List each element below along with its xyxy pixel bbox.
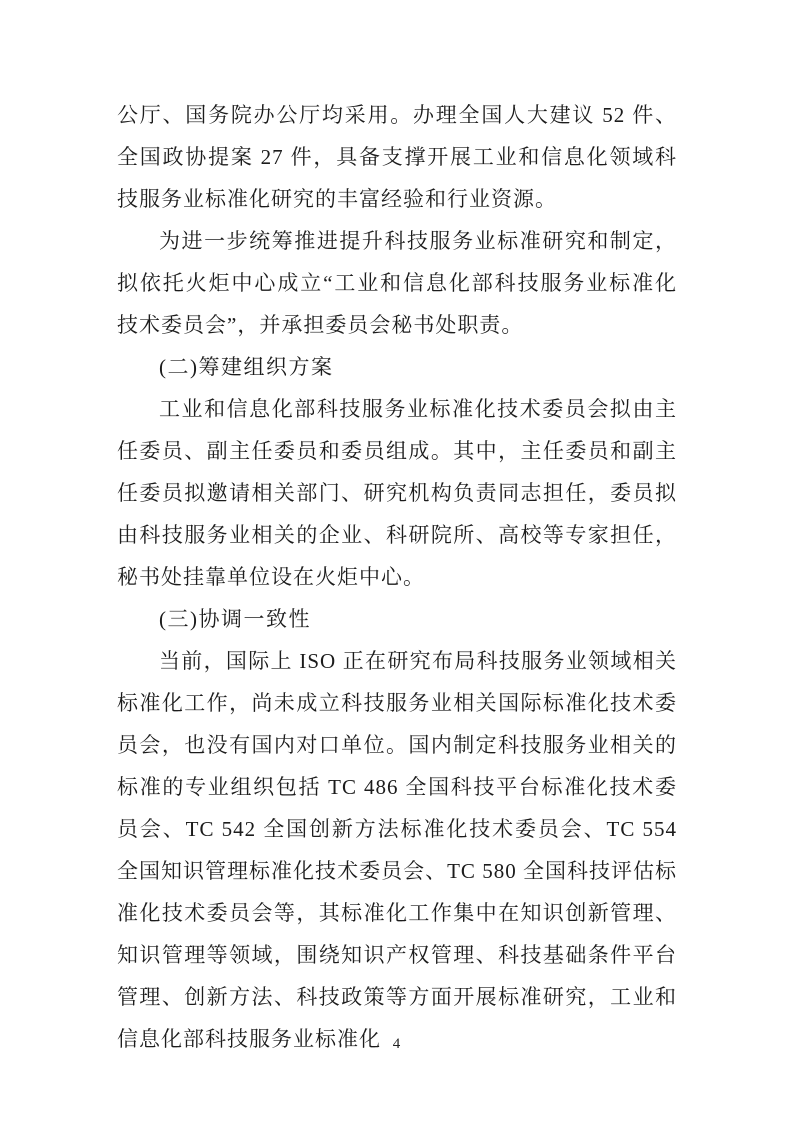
paragraph: 当前，国际上 ISO 正在研究布局科技服务业领域相关标准化工作，尚未成立科技服务业相关国际标准化技术委员会，也没有国内对口单位。国内制定科技服务业相关的标准的专业组织包括 TC 486 全国科技平台标准化技术委员会、TC 542 全国创新方法标准化技术委员会、TC 554 全国知识管理标准化技术委员会、TC 580 全国科技评估标准化技术委员会等，其标准化工作集中在知识创新管理、知识管理等领域，围绕知识产权管理、科技基础条件平台管理、创新方法、科技政策等方面开展标准研究，工业和信息化部科技服务业标准化 bbox=[117, 649, 677, 1051]
paragraph: 公厅、国务院办公厅均采用。办理全国人大建议 52 件、全国政协提案 27 件，具备支撑开展工业和信息化领域科技服务业标准化研究的丰富经验和行业资源。 bbox=[117, 103, 677, 211]
section-heading: (三)协调一致性 bbox=[159, 607, 311, 631]
page-footer bbox=[0, 1034, 793, 1054]
paragraph: 为进一步统筹推进提升科技服务业标准研究和制定，拟依托火炬中心成立“工业和信息化部科技服务业标准化技术委员会”，并承担委员会秘书处职责。 bbox=[117, 229, 677, 337]
paragraph: 工业和信息化部科技服务业标准化技术委员会拟由主任委员、副主任委员和委员组成。其中，主任委员和副主任委员拟邀请相关部门、研究机构负责同志担任，委员拟由科技服务业相关的企业、科研院所、高校等专家担任，秘书处挂靠单位设在火炬中心。 bbox=[117, 397, 677, 589]
document-body bbox=[117, 94, 677, 1060]
section-heading: (二)筹建组织方案 bbox=[159, 355, 334, 379]
page-number: 4 bbox=[392, 1036, 401, 1052]
